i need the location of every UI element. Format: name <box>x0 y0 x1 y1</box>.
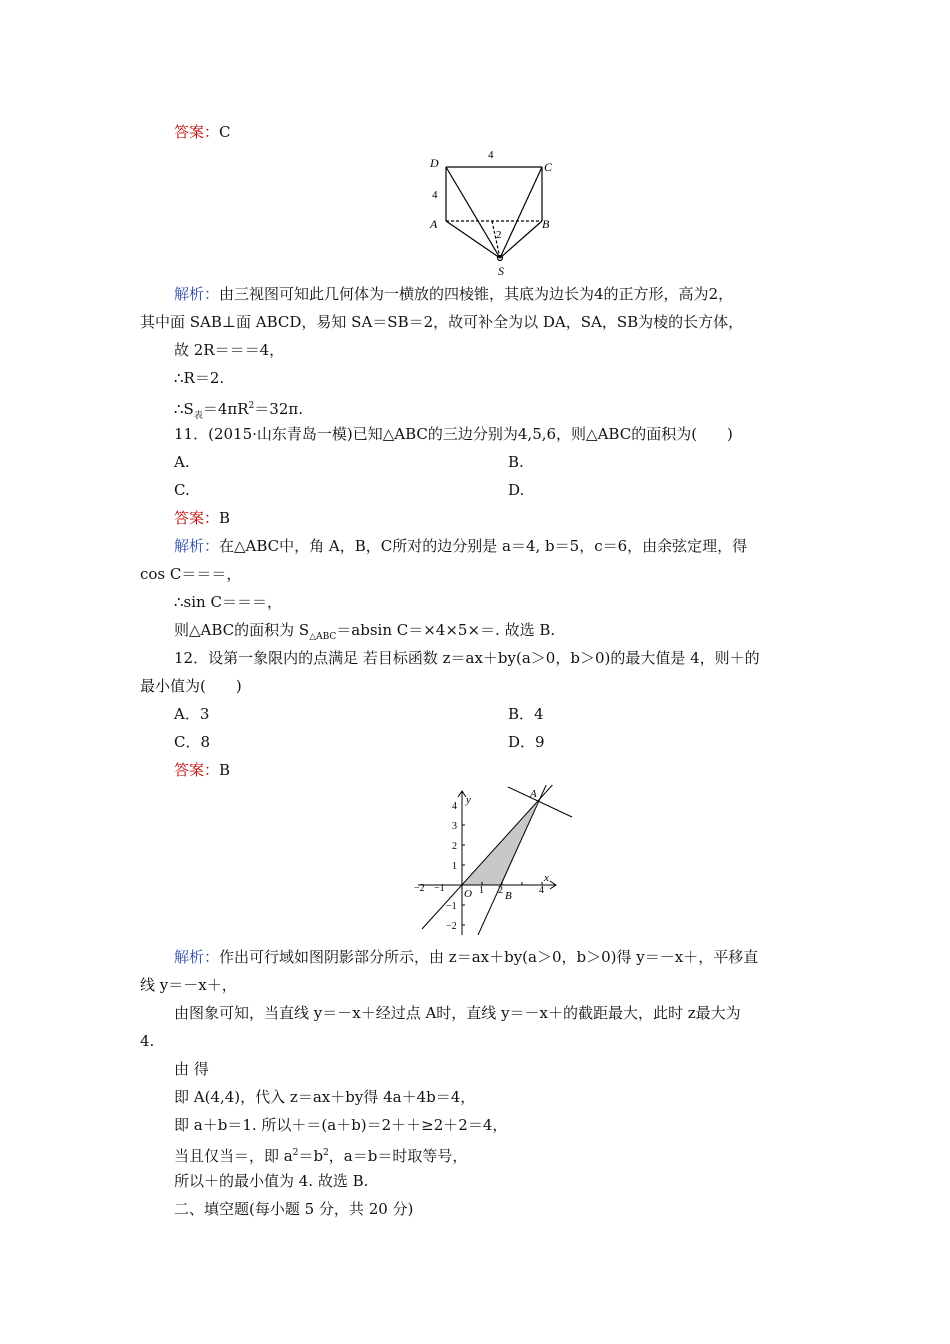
y-tick: 2 <box>452 841 457 852</box>
solution-text: 在△ABC中，角 A，B，C所对的边分别是 a＝4, b＝5，c＝6，由余弦定理，得 <box>219 537 748 555</box>
solution-line <box>174 947 758 967</box>
solution-line: cos C＝＝＝， <box>140 565 242 583</box>
label-height: 2 <box>496 229 502 241</box>
y-tick: 3 <box>452 821 457 832</box>
solution-line <box>174 536 747 556</box>
formula-sup: 2 <box>248 401 255 411</box>
x-tick: 2 <box>498 885 503 896</box>
section-heading: 二、填空题(每小题 5 分，共 20 分) <box>174 1200 414 1218</box>
formula-part: ＝4πR <box>202 400 249 418</box>
x-tick: 4 <box>539 885 544 896</box>
option-b: B. <box>508 453 524 471</box>
label-D: D <box>430 156 439 170</box>
answer-label: 答案： <box>174 761 220 779</box>
solution-line <box>174 620 555 647</box>
x-tick: 1 <box>479 885 484 896</box>
solution-line: 由图象可知，当直线 y＝－x＋经过点 A时，直线 y＝－x＋的截距最大，此时 z最大为 <box>174 1004 741 1022</box>
label-point-A: A <box>530 788 537 800</box>
formula-part: ＝b <box>298 1147 324 1165</box>
label-side-length: 4 <box>432 189 438 201</box>
label-x-axis: x <box>544 872 549 884</box>
answer-label: 答案： <box>174 123 220 141</box>
question-stem: 12．设第一象限内的点满足 若目标函数 z＝ax＋by(a＞0，b＞0)的最大值是 4，则＋的 <box>174 649 760 667</box>
label-y-axis: y <box>466 794 471 806</box>
formula-part: ＝absin C＝×4×5×＝. 故选 B. <box>336 621 556 639</box>
label-S: S <box>498 264 504 278</box>
y-tick: 1 <box>452 861 457 872</box>
formula-sub: △ABC <box>309 632 337 642</box>
y-tick: 4 <box>452 801 457 812</box>
pyramid-figure <box>420 145 570 280</box>
label-top-length: 4 <box>488 149 494 161</box>
solution-line: 其中面 SAB⊥面 ABCD，易知 SA＝SB＝2，故可补全为以 DA，SA，SB为棱的长方体， <box>140 313 744 331</box>
label-C: C <box>544 160 553 174</box>
solution-line: 即 a＋b＝1. 所以＋＝(a＋b)＝2＋＋≥2＋2＝4， <box>174 1116 508 1134</box>
formula-sup: 2 <box>323 1148 329 1158</box>
question-stem: 最小值为( ) <box>140 677 242 695</box>
solution-line <box>174 1143 467 1166</box>
solution-label: 解析： <box>174 948 220 966</box>
answer-line <box>174 508 230 528</box>
solution-line: ∴R＝2. <box>174 369 225 387</box>
option-c: C．8 <box>174 733 211 751</box>
option-d: D. <box>508 481 525 499</box>
solution-line: 故 2R＝＝＝4， <box>174 341 285 359</box>
solution-line: ∴sin C＝＝＝， <box>174 593 282 611</box>
feasible-region-figure <box>408 785 578 945</box>
y-tick: −1 <box>446 901 457 912</box>
option-c: C. <box>174 481 190 499</box>
answer-label: 答案： <box>174 509 220 527</box>
formula-part: ∴S <box>174 400 194 418</box>
answer-value: B <box>219 761 231 779</box>
formula-sub: 表 <box>193 411 203 421</box>
x-tick: −2 <box>414 883 425 894</box>
solution-label: 解析： <box>174 285 220 303</box>
option-a: A. <box>174 453 190 471</box>
solution-line: 线 y＝－x＋， <box>140 976 237 994</box>
label-point-B: B <box>505 890 512 902</box>
answer-line <box>174 122 231 142</box>
solution-line <box>174 396 303 426</box>
solution-line: 所以＋的最小值为 4. 故选 B. <box>174 1172 369 1190</box>
formula-part: ＝32π. <box>254 400 303 418</box>
solution-label: 解析： <box>174 537 220 555</box>
question-stem: 11．(2015·山东青岛一模)已知△ABC的三边分别为4,5,6，则△ABC的面积为( ) <box>174 425 733 443</box>
option-a: A．3 <box>174 705 210 723</box>
formula-part: 则△ABC的面积为 S <box>174 621 310 639</box>
formula-part: ，a＝b＝时取等号， <box>328 1147 468 1165</box>
answer-value: B <box>219 509 231 527</box>
solution-line: 即 A(4,4)，代入 z＝ax＋by得 4a＋4b＝4， <box>174 1088 476 1106</box>
answer-value: C <box>219 123 231 141</box>
solution-line <box>174 284 733 304</box>
option-b: B．4 <box>508 705 544 723</box>
formula-sup: 2 <box>292 1148 299 1158</box>
label-A: A <box>430 217 438 231</box>
label-origin: O <box>464 888 472 900</box>
solution-line: 4. <box>140 1032 155 1050</box>
option-d: D．9 <box>508 733 545 751</box>
formula-part: 当且仅当＝，即 a <box>174 1147 293 1165</box>
x-tick: −1 <box>434 883 445 894</box>
solution-text: 作出可行域如图阴影部分所示，由 z＝ax＋by(a＞0，b＞0)得 y＝－x＋，平移直 <box>219 948 759 966</box>
answer-line <box>174 760 230 780</box>
y-tick: −2 <box>446 921 457 932</box>
solution-line: 由 得 <box>174 1060 209 1078</box>
solution-text: 由三视图可知此几何体为一横放的四棱锥，其底为边长为4的正方形，高为2， <box>219 285 734 303</box>
label-B: B <box>542 217 550 231</box>
